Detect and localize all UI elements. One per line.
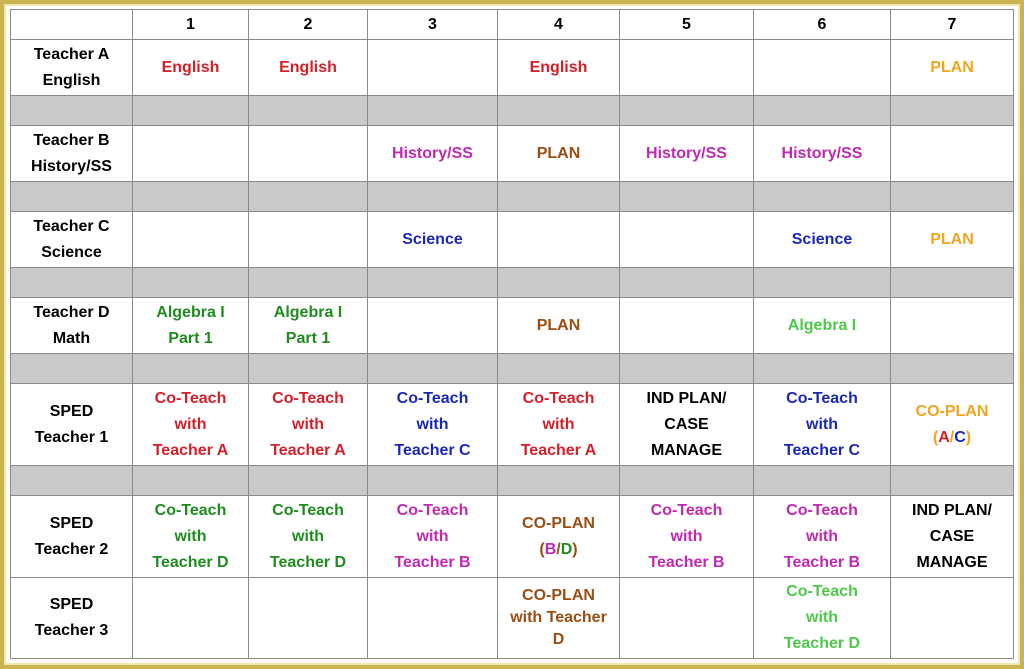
- header-corner: [11, 10, 133, 40]
- slash: /: [949, 428, 955, 446]
- schedule-cell: Algebra I Part 1: [249, 298, 368, 354]
- schedule-row-sped-teacher-1: [11, 384, 1014, 466]
- co-plan-label: CO-PLAN: [915, 402, 989, 420]
- schedule-row-sped-teacher-2: [11, 496, 1014, 578]
- paren-open: (: [932, 428, 939, 446]
- schedule-cell: Co-Teach with Teacher C: [368, 384, 498, 466]
- separator-row: [11, 96, 1014, 126]
- schedule-cell: Co-Teach with Teacher A: [249, 384, 368, 466]
- schedule-cell: [498, 496, 620, 578]
- schedule-cell: [620, 298, 754, 354]
- schedule-cell: Co-Teach with Teacher B: [620, 496, 754, 578]
- schedule-cell: Science: [368, 212, 498, 268]
- schedule-cell: Co-Teach with Teacher C: [754, 384, 891, 466]
- schedule-cell: [133, 212, 249, 268]
- row-label: SPED Teacher 1: [11, 384, 133, 466]
- schedule-cell: History/SS: [368, 126, 498, 182]
- row-label: Teacher D Math: [11, 298, 133, 354]
- schedule-cell: Co-Teach with Teacher B: [368, 496, 498, 578]
- separator-row: [11, 182, 1014, 212]
- period-header-4: 4: [498, 10, 620, 40]
- schedule-cell: Co-Teach with Teacher B: [754, 496, 891, 578]
- period-header-1: 1: [133, 10, 249, 40]
- co-plan-label: CO-PLAN: [522, 514, 595, 532]
- separator-row: [11, 354, 1014, 384]
- row-label: SPED Teacher 3: [11, 578, 133, 659]
- schedule-cell: IND PLAN/ CASE MANAGE: [620, 384, 754, 466]
- schedule-cell: PLAN: [891, 212, 1014, 268]
- separator-row: [11, 466, 1014, 496]
- slash: /: [556, 540, 561, 558]
- schedule-cell: [368, 298, 498, 354]
- schedule-cell: English: [249, 40, 368, 96]
- schedule-cell: Algebra I Part 1: [133, 298, 249, 354]
- row-label: Teacher A English: [11, 40, 133, 96]
- schedule-cell: Co-Teach with Teacher D: [754, 578, 891, 659]
- header-row: [11, 10, 1014, 40]
- schedule-cell: History/SS: [620, 126, 754, 182]
- schedule-cell: [891, 578, 1014, 659]
- schedule-row-teacher-c: [11, 212, 1014, 268]
- row-label: Teacher B History/SS: [11, 126, 133, 182]
- schedule-cell: [620, 578, 754, 659]
- schedule-cell: [249, 212, 368, 268]
- paren-close: ): [572, 540, 578, 558]
- schedule-cell: [891, 298, 1014, 354]
- schedule-row-teacher-a: [11, 40, 1014, 96]
- paren-close: ): [965, 428, 972, 446]
- schedule-row-teacher-d: [11, 298, 1014, 354]
- row-label: SPED Teacher 2: [11, 496, 133, 578]
- schedule-cell: Co-Teach with Teacher D: [249, 496, 368, 578]
- period-header-5: 5: [620, 10, 754, 40]
- period-header-2: 2: [249, 10, 368, 40]
- schedule-cell: PLAN: [891, 40, 1014, 96]
- teacher-letter-d: D: [560, 540, 573, 558]
- schedule-cell: Science: [754, 212, 891, 268]
- schedule-cell: [249, 578, 368, 659]
- schedule-cell: History/SS: [754, 126, 891, 182]
- schedule-cell: Algebra I: [754, 298, 891, 354]
- schedule-cell: Co-Teach with Teacher A: [133, 384, 249, 466]
- schedule-cell: [133, 578, 249, 659]
- schedule-cell: [368, 578, 498, 659]
- schedule-cell: [368, 40, 498, 96]
- schedule-cell: PLAN: [498, 298, 620, 354]
- schedule-cell: [891, 384, 1014, 466]
- period-header-6: 6: [754, 10, 891, 40]
- schedule-row-teacher-b: [11, 126, 1014, 182]
- schedule-cell: English: [133, 40, 249, 96]
- schedule-cell: [754, 40, 891, 96]
- teacher-letter-a: A: [938, 428, 950, 446]
- schedule-cell: PLAN: [498, 126, 620, 182]
- schedule-cell: English: [498, 40, 620, 96]
- schedule-table: [10, 9, 1014, 659]
- schedule-cell: [620, 212, 754, 268]
- schedule-cell: [133, 126, 249, 182]
- row-label: Teacher C Science: [11, 212, 133, 268]
- schedule-cell: Co-Teach with Teacher A: [498, 384, 620, 466]
- schedule-cell: CO-PLAN with Teacher D: [498, 578, 620, 659]
- period-header-7: 7: [891, 10, 1014, 40]
- paren-open: (: [539, 540, 545, 558]
- teacher-letter-b: B: [544, 540, 557, 558]
- schedule-cell: IND PLAN/ CASE MANAGE: [891, 496, 1014, 578]
- schedule-cell: [498, 212, 620, 268]
- teacher-letter-c: C: [954, 428, 966, 446]
- schedule-row-sped-teacher-3: [11, 578, 1014, 659]
- schedule-cell: [249, 126, 368, 182]
- period-header-3: 3: [368, 10, 498, 40]
- separator-row: [11, 268, 1014, 298]
- schedule-cell: [620, 40, 754, 96]
- schedule-cell: Co-Teach with Teacher D: [133, 496, 249, 578]
- schedule-cell: [891, 126, 1014, 182]
